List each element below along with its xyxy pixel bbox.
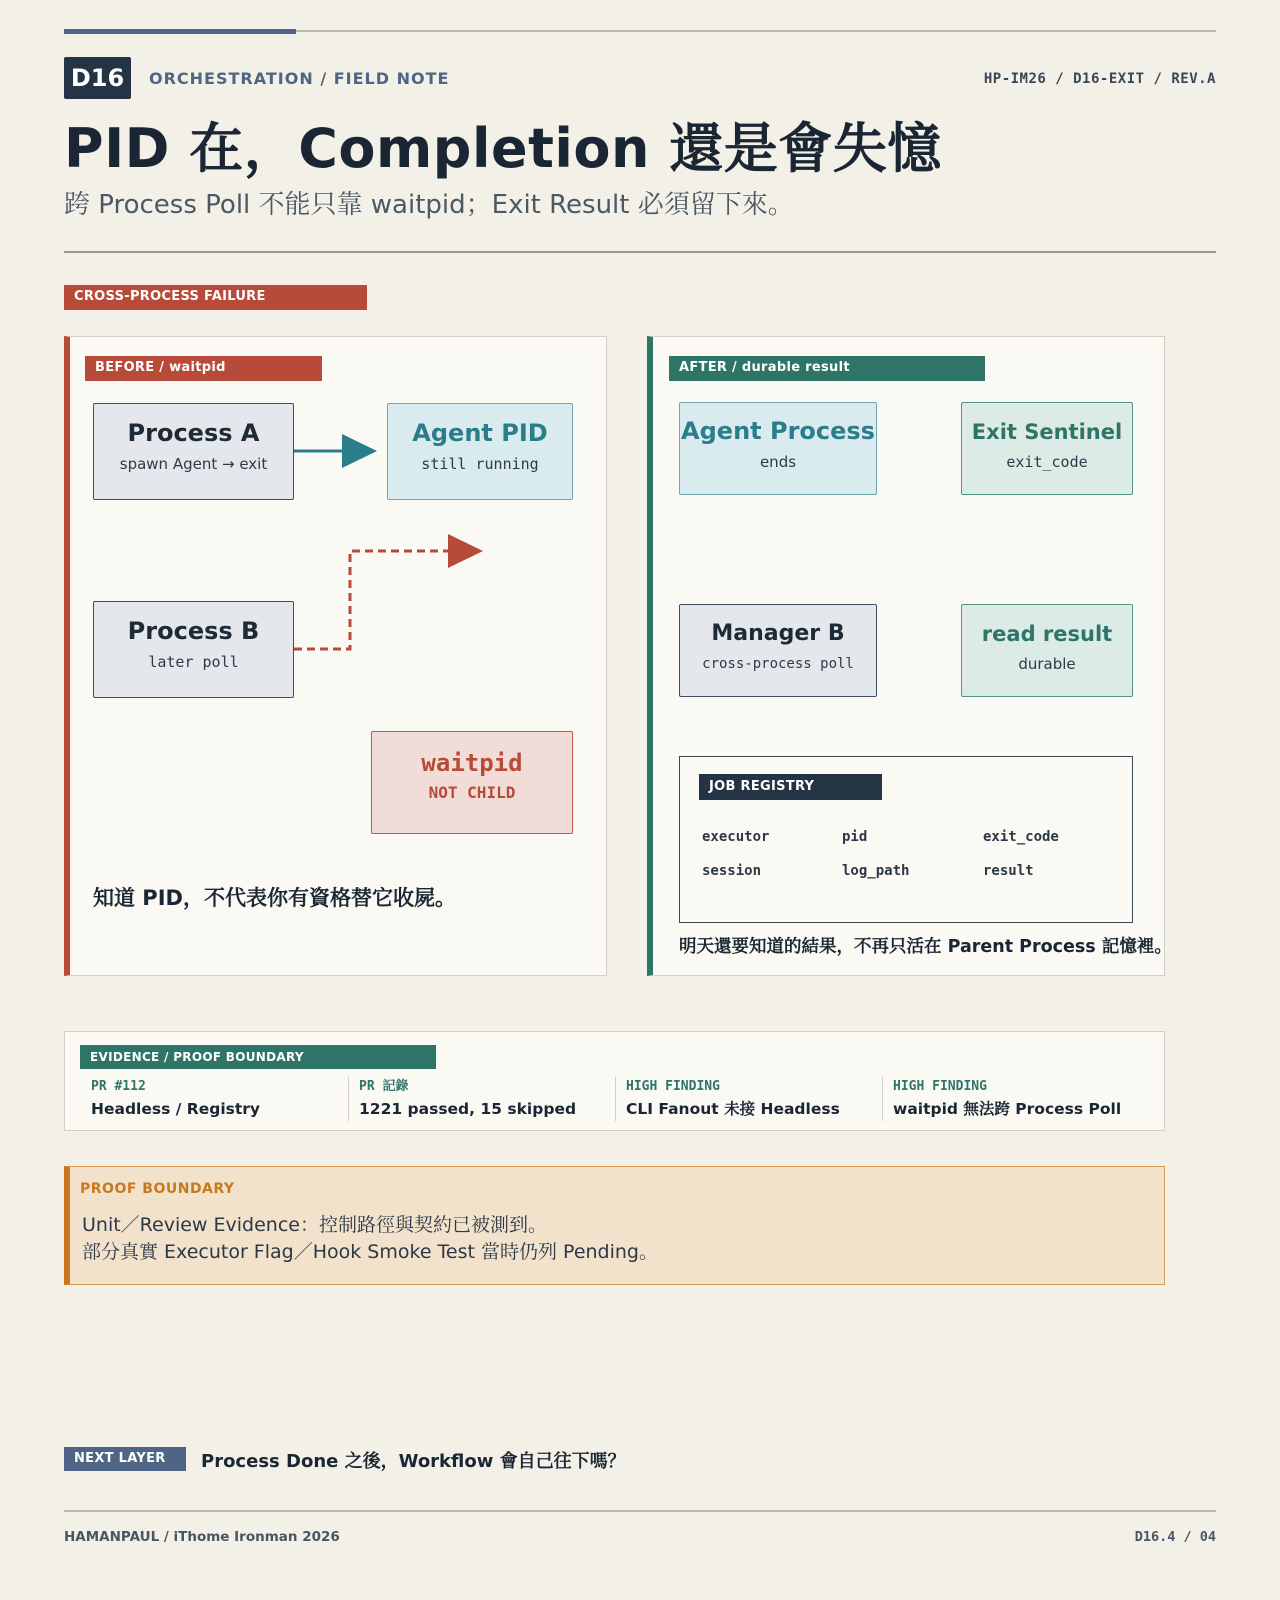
- registry-field: exit_code: [983, 829, 1059, 845]
- agent-process-title: Agent Process: [681, 417, 875, 445]
- exit-sentinel-node: [961, 402, 1133, 495]
- after-note: 明天還要知道的結果，不再只活在 Parent Process 記憶裡。: [679, 937, 1172, 957]
- evidence-value: CLI Fanout 未接 Headless: [626, 1100, 840, 1118]
- evidence-label: PR 記錄: [359, 1079, 409, 1094]
- agent-pid-title: Agent PID: [412, 419, 548, 447]
- agent-process-sub: ends: [759, 453, 797, 471]
- process-a-sub: spawn Agent → exit: [119, 455, 268, 473]
- next-layer-tag: NEXT LAYER: [64, 1447, 186, 1471]
- evidence-item: [81, 1077, 348, 1121]
- registry-field: pid: [842, 829, 868, 845]
- kicker-label: ORCHESTRATION / FIELD NOTE: [149, 69, 450, 88]
- footer-credit: HAMANPAUL / iThome Ironman 2026: [64, 1529, 340, 1545]
- read-result-sub: durable: [1018, 655, 1076, 673]
- arrow-a-to-agent-head: [342, 434, 377, 468]
- read-result-node: [961, 604, 1133, 697]
- registry-field: executor: [702, 829, 770, 845]
- registry-field: result: [983, 863, 1034, 879]
- waitpid-title: waitpid: [421, 749, 523, 777]
- agent-process-node: [679, 402, 877, 495]
- manager-b-title: Manager B: [711, 621, 845, 646]
- process-b-sub: later poll: [148, 653, 239, 671]
- document-id: HP-IM26 / D16-EXIT / REV.A: [983, 71, 1216, 87]
- registry-field: session: [702, 863, 762, 879]
- evidence-label: PR #112: [91, 1079, 146, 1094]
- page-title: PID 在，Completion 還是會失憶: [64, 117, 942, 180]
- proof-boundary-line: Unit／Review Evidence：控制路徑與契約已被測到。: [82, 1214, 547, 1236]
- footer-rule: [64, 1510, 1216, 1512]
- evidence-item: [348, 1077, 615, 1121]
- agent-pid-sub: still running: [421, 455, 539, 473]
- page-subtitle: 跨 Process Poll 不能只靠 waitpid；Exit Result 必須留下來。: [64, 190, 794, 220]
- evidence-value: 1221 passed, 15 skipped: [359, 1100, 577, 1118]
- arrow-b-dashed-line: [294, 551, 449, 649]
- proof-boundary-label: PROOF BOUNDARY: [80, 1181, 235, 1197]
- footer-page-number: D16.4 / 04: [1134, 1529, 1216, 1545]
- before-note: 知道 PID，不代表你有資格替它收屍。: [93, 886, 456, 910]
- process-a-title: Process A: [127, 419, 260, 447]
- manager-b-sub: cross-process poll: [702, 656, 854, 672]
- evidence-item: [615, 1077, 882, 1121]
- evidence-value: Headless / Registry: [91, 1100, 261, 1118]
- registry-tag: JOB REGISTRY: [699, 774, 882, 800]
- registry-field: log_path: [842, 863, 910, 879]
- day-code-badge: D16: [64, 57, 131, 99]
- manager-b-node: [679, 604, 877, 697]
- after-tag: AFTER / durable result: [669, 356, 985, 381]
- read-result-title: read result: [981, 622, 1113, 646]
- next-layer-text: Process Done 之後，Workflow 會自己往下嗎？: [201, 1451, 626, 1472]
- exit-sentinel-sub: exit_code: [1006, 453, 1088, 471]
- evidence-label: HIGH FINDING: [626, 1079, 720, 1094]
- exit-sentinel-title: Exit Sentinel: [971, 420, 1123, 444]
- evidence-value: waitpid 無法跨 Process Poll: [893, 1100, 1122, 1118]
- section-tag: CROSS-PROCESS FAILURE: [64, 285, 367, 310]
- arrow-b-dashed-head: [448, 534, 483, 568]
- evidence-item: [882, 1077, 1152, 1121]
- proof-boundary-line: 部分真實 Executor Flag／Hook Smoke Test 當時仍列 Pending。: [82, 1241, 658, 1263]
- evidence-label: HIGH FINDING: [893, 1079, 987, 1094]
- before-tag: BEFORE / waitpid: [85, 356, 322, 381]
- process-b-title: Process B: [127, 617, 260, 645]
- evidence-tag: EVIDENCE / PROOF BOUNDARY: [80, 1045, 436, 1069]
- waitpid-sub: NOT CHILD: [428, 783, 516, 802]
